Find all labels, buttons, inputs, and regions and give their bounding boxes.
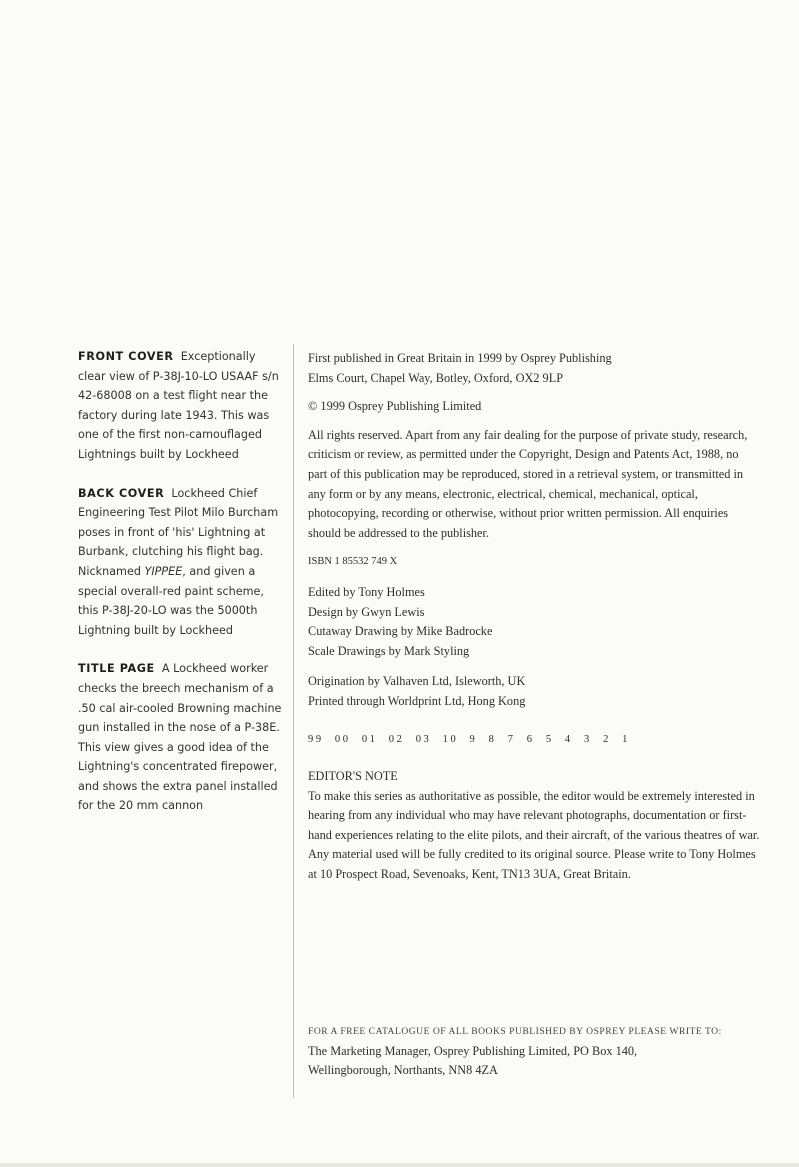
back-cover-text-end: , and given a special overall-red paint scheme, this P-38J-20-LO was the 5000th Lightning built by Lockheed [78,564,264,637]
print-number-line: 99 00 01 02 03 10 9 8 7 6 5 4 3 2 1 [308,733,630,745]
credit-scale-drawings: Scale Drawings by Mark Styling [308,643,470,658]
title-page-heading: TITLE PAGE [78,662,155,676]
editors-note-text: To make this series as authoritative as possible, the editor would be extremely interested in hearing from any individual who may have relevant photographs, documentation or first-hand experiences relating to the elite pilots, and their aircraft, of the various theatres of war. Any material used will be fully credited to its original source. Please write to Tony Holmes at 10 Prospect Road, Sevenoaks, Kent, TN13 3UA, Great Britain. [308,788,760,882]
front-cover-caption [78,347,283,465]
title-page-caption [78,659,283,816]
printed-line: Printed through Worldprint Ltd, Hong Kong [308,693,526,708]
imprint-column [308,349,760,885]
back-cover-nickname: YIPPEE [144,564,183,578]
credit-editor: Edited by Tony Holmes [308,584,425,599]
column-divider [293,344,294,1098]
catalogue-heading: FOR A FREE CATALOGUE OF ALL BOOKS PUBLISHED BY OSPREY PLEASE WRITE TO: [308,1026,722,1037]
isbn-line: ISBN 1 85532 749 X [308,556,398,568]
front-cover-heading: FRONT COVER [78,350,174,363]
back-cover-text: Lockheed Chief Engineering Test Pilot Milo Burcham poses in front of 'his' Lightning at Burbank, clutching his flight bag. Nicknamed [78,486,279,578]
copyright-line: © 1999 Osprey Publishing Limited [308,399,482,414]
back-cover-caption [78,484,283,641]
origination-line: Origination by Valhaven Ltd, Isleworth, UK [308,674,526,689]
title-page-text: A Lockheed worker checks the breech mechanism of a .50 cal air-cooled Browning machine gun installed in the nose of a P-38E. This view gives a good idea of the Lightning's concentrated firepower, and shows the extra panel installed for the 20 mm cannon [78,662,282,813]
first-published-line: First published in Great Britain in 1999 by Osprey Publishing [308,351,612,365]
rights-statement: All rights reserved. Apart from any fair dealing for the purpose of private study, research, criticism or review, as permitted under the Copyright, Design and Patents Act, 1988, no part of this publication may be reproduced, stored in a retrieval system, or transmitted in any form or by any means, electronic, electrical, chemical, mechanical, optical, photocopying, recording or otherwise, without prior written permission. All enquiries should be addressed to the publisher. [308,427,748,540]
page-bottom-edge [0,1163,799,1167]
credit-design: Design by Gwyn Lewis [308,604,425,619]
front-cover-text: Exceptionally clear view of P-38J-10-LO USAAF s/n 42-68008 on a test flight near the factory during late 1943. This was one of the first non-camouflaged Lightnings built by Lockheed [78,350,279,461]
catalogue-address-line-1: The Marketing Manager, Osprey Publishing Limited, PO Box 140, [308,1043,638,1058]
caption-column [78,347,283,835]
catalogue-block [308,1022,760,1081]
editors-note-heading: EDITOR'S NOTE [308,769,398,784]
publisher-address: Elms Court, Chapel Way, Botley, Oxford, OX2 9LP [308,370,564,385]
credit-cutaway: Cutaway Drawing by Mike Badrocke [308,624,493,639]
back-cover-heading: BACK COVER [78,486,165,500]
catalogue-address-line-2: Wellingborough, Northants, NN8 4ZA [308,1063,498,1078]
